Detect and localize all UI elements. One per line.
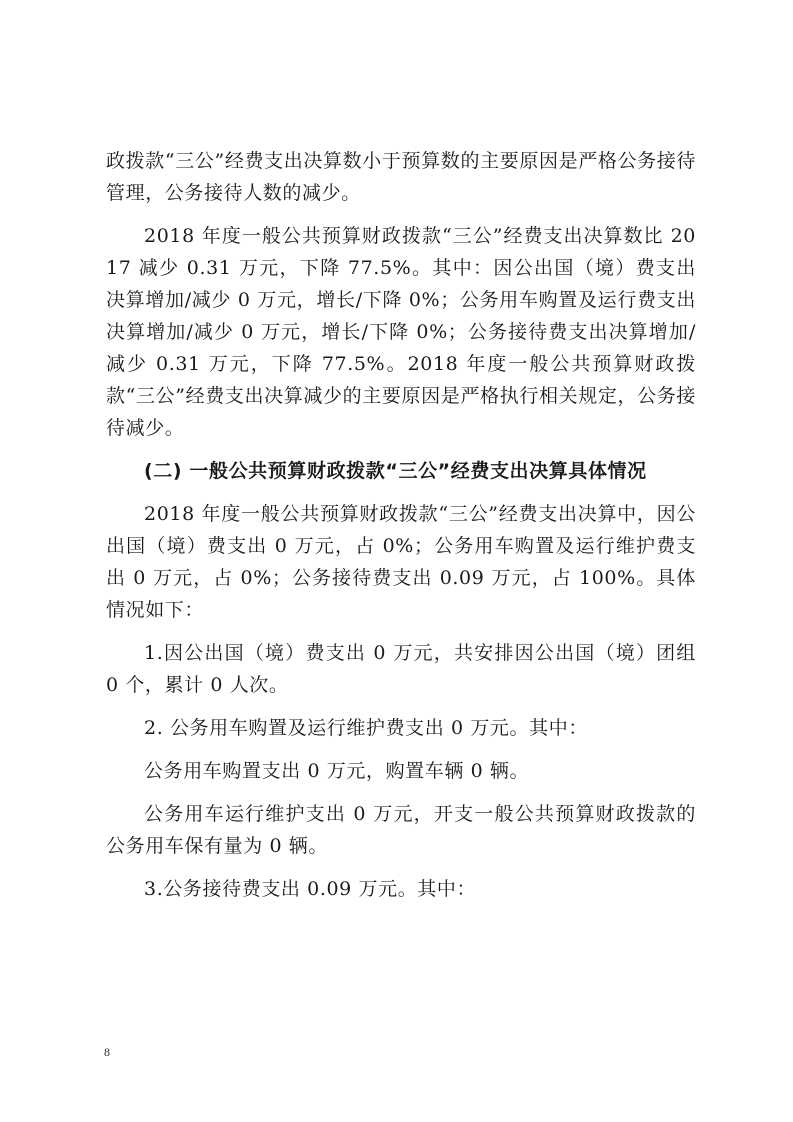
- paragraph-vehicle-operation: 公务用车运行维护支出 0 万元，开支一般公共预算财政拨款的公务用车保有量为 0 辆。: [106, 803, 696, 857]
- section-heading: (二) 一般公共预算财政拨款“三公”经费支出决算具体情况: [144, 460, 647, 482]
- paragraph-continuation: 政拨款“三公”经费支出决算数小于预算数的主要原因是严格公务接待管理，公务接待人数的减少。: [106, 150, 696, 204]
- body-text: [106, 145, 696, 905]
- paragraph-year-comparison: 2018 年度一般公共预算财政拨款“三公”经费支出决算数比 2017 减少 0.31 万元，下降 77.5%。其中：因公出国（境）费支出决算增加/减少 0 万元，增长/下降 0%；公务用车购置及运行费支出决算增加/减少 0 万元，增长/下降 0%；公务接待费支出决算增加/减少 0.31 万元，下降 77.5%。2018 年度一般公共预算财政拨款“三公”经费支出决算减少的主要原因是严格执行相关规定，公务接待减少。: [106, 225, 696, 439]
- page-number: 8: [104, 1045, 110, 1059]
- paragraph-item-1: 1.因公出国（境）费支出 0 万元，共安排因公出国（境）团组 0 个，累计 0 人次。: [106, 642, 696, 696]
- paragraph-item-2: 2. 公务用车购置及运行维护费支出 0 万元。其中：: [144, 717, 588, 739]
- paragraph-item-3: 3.公务接待费支出 0.09 万元。其中：: [144, 878, 477, 900]
- paragraph-vehicle-purchase: 公务用车购置支出 0 万元，购置车辆 0 辆。: [144, 760, 530, 782]
- paragraph-breakdown: 2018 年度一般公共预算财政拨款“三公”经费支出决算中，因公出国（境）费支出 0 万元，占 0%；公务用车购置及运行维护费支出 0 万元，占 0%；公务接待费支出 0.09 万元，占 100%。具体情况如下：: [106, 503, 696, 621]
